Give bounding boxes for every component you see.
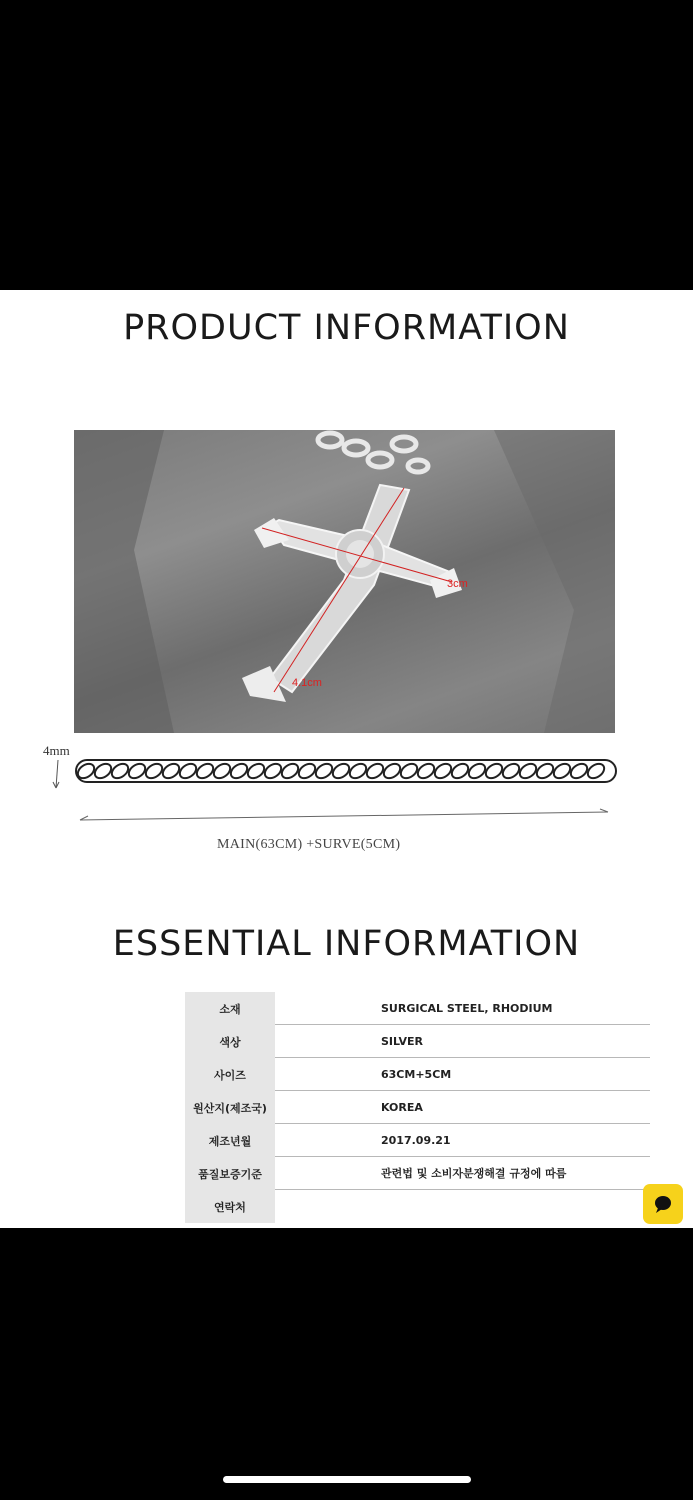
spec-value: 관련법 및 소비자분쟁해결 규정에 따름 (275, 1157, 650, 1190)
spec-value: 2017.09.21 (275, 1124, 650, 1157)
spec-key: 원산지(제조국) (185, 1091, 275, 1124)
spec-key: 사이즈 (185, 1058, 275, 1091)
spec-key: 제조년월 (185, 1124, 275, 1157)
essential-information-title: ESSENTIAL INFORMATION (112, 924, 581, 964)
spec-row-size (185, 1058, 650, 1091)
chat-button[interactable] (643, 1184, 683, 1224)
spec-key: 소재 (185, 992, 275, 1025)
chain-length-label: MAIN(63CM) +SURVE(5CM) (217, 837, 401, 852)
chat-bubble-icon (653, 1194, 673, 1214)
spec-value: KOREA (275, 1091, 650, 1124)
spec-row-color (185, 1025, 650, 1058)
spec-row-material (185, 992, 650, 1025)
product-information-title: PRODUCT INFORMATION (123, 308, 570, 348)
spec-row-manufactured (185, 1124, 650, 1157)
spec-key: 색상 (185, 1025, 275, 1058)
spec-value: 63CM+5CM (275, 1058, 650, 1091)
spec-row-origin (185, 1091, 650, 1124)
width-dimension-label: 3cm (447, 578, 468, 590)
chain-diagram (40, 740, 640, 860)
pendant-photo (74, 430, 615, 733)
spec-row-warranty (185, 1157, 650, 1190)
spec-row-contact (185, 1190, 650, 1223)
essential-info-table (185, 992, 650, 1223)
height-dimension-label: 4.1cm (292, 677, 322, 689)
chain-thickness-label: 4mm (43, 743, 70, 758)
cross-pendant-illustration (74, 430, 615, 733)
spec-key: 품질보증기준 (185, 1157, 275, 1190)
spec-value: SURGICAL STEEL, RHODIUM (275, 992, 650, 1025)
spec-value (275, 1190, 650, 1223)
spec-value: SILVER (275, 1025, 650, 1058)
home-indicator[interactable] (223, 1476, 471, 1483)
spec-key: 연락처 (185, 1190, 275, 1223)
product-detail-image (0, 290, 693, 1228)
